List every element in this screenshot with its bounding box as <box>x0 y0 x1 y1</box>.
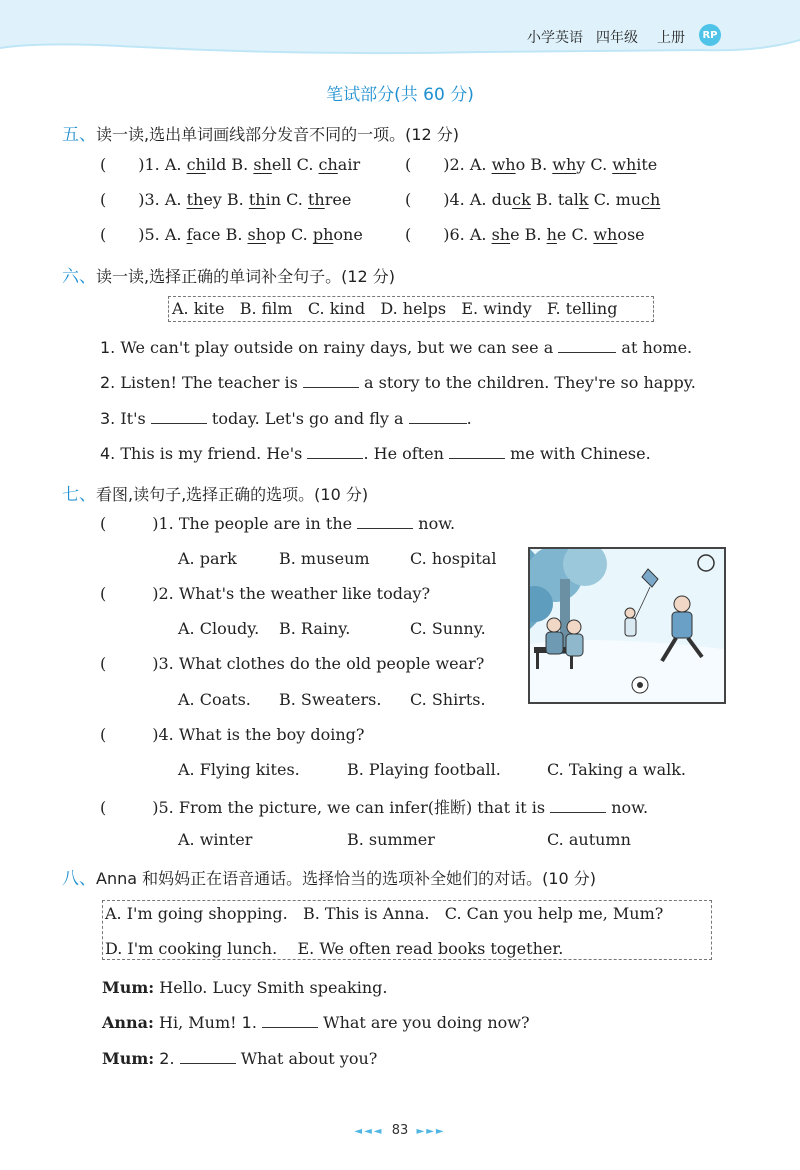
section8-heading-text: Anna 和妈妈正在语音通话。选择恰当的选项补全她们的对话。(10 分) <box>96 869 597 888</box>
q-text: )1. The people are in the <box>152 514 353 533</box>
answer-blank[interactable] <box>558 339 616 353</box>
speaker: Mum: <box>102 1049 155 1068</box>
answer-paren[interactable]: ( <box>100 798 107 817</box>
section5-heading <box>62 120 459 145</box>
park-illustration <box>528 547 726 704</box>
option-b: B. Rainy. <box>279 619 351 638</box>
answer-blank[interactable] <box>307 445 363 459</box>
right-arrows-icon: ►►► <box>416 1126 446 1137</box>
section5-number: 五、 <box>62 125 96 145</box>
answer-paren[interactable]: ( <box>405 190 412 209</box>
section6-number: 六、 <box>62 267 96 287</box>
s6-question-1 <box>100 338 692 357</box>
q-text: . <box>466 409 472 428</box>
option-c: C. phone <box>290 225 363 244</box>
option-c: C. Shirts. <box>410 690 486 709</box>
dialog-options-row-1 <box>105 904 663 923</box>
dialog-text: Hello. Lucy Smith speaking. <box>159 978 388 997</box>
q-text: Listen! The teacher is <box>120 373 298 392</box>
option-c: C. Sunny. <box>410 619 486 638</box>
option-a: she <box>491 225 520 244</box>
answer-blank[interactable] <box>409 410 467 424</box>
blank-number: 1. <box>241 1013 257 1032</box>
option-b: B. shop <box>225 225 286 244</box>
section8-heading <box>62 864 596 889</box>
speaker: Anna: <box>102 1013 154 1032</box>
speaker: Mum: <box>102 978 155 997</box>
s7-question <box>100 584 430 603</box>
q-text: It's <box>120 409 146 428</box>
page-number: 83 <box>391 1123 409 1138</box>
q-text: . He often <box>363 444 444 463</box>
rp-badge: RP <box>699 24 721 46</box>
answer-paren[interactable]: ( <box>100 584 107 603</box>
s7-question <box>100 795 648 818</box>
option-b: B. Sweaters. <box>279 690 382 709</box>
option-c: C. chair <box>296 155 361 174</box>
q-label: )1. A. <box>138 155 182 174</box>
answer-paren[interactable]: ( <box>100 654 107 673</box>
option-c: C. autumn <box>547 830 631 849</box>
answer-blank[interactable] <box>303 374 359 388</box>
option-b: B. thin <box>226 190 282 209</box>
option-b: B. shell <box>231 155 292 174</box>
dialog-option: E. We often read books together. <box>297 939 564 958</box>
option-a: A. Coats. <box>178 690 251 709</box>
option-a: they <box>186 190 222 209</box>
dialog-option: B. This is Anna. <box>302 904 430 923</box>
option-c: C. three <box>286 190 352 209</box>
option-a: A. Flying kites. <box>178 760 300 779</box>
s5-question <box>100 190 351 209</box>
s6-question-3 <box>100 409 472 428</box>
option-a: who <box>491 155 526 174</box>
answer-blank[interactable] <box>180 1050 236 1064</box>
word-option: C. kind <box>307 299 366 318</box>
option-a: face <box>186 225 221 244</box>
page-footer <box>0 1123 800 1138</box>
dialog-text: What about you? <box>240 1049 378 1068</box>
word-option: E. windy <box>461 299 532 318</box>
q-text: )5. From the picture, we can infer(推断) that it is <box>152 798 546 817</box>
option-b: B. he <box>524 225 567 244</box>
answer-paren[interactable]: ( <box>100 725 107 744</box>
word-option: A. kite <box>172 299 225 318</box>
s5-question <box>405 225 645 244</box>
answer-paren[interactable]: ( <box>100 514 107 533</box>
answer-blank[interactable] <box>550 799 606 813</box>
q-number: 3. <box>100 409 116 428</box>
dialog-line-2 <box>102 1013 530 1032</box>
q-label: )3. A. <box>138 190 182 209</box>
q-text: today. Let's go and fly a <box>211 409 404 428</box>
s5-question <box>405 190 660 209</box>
dialog-line-1 <box>102 978 387 997</box>
q-label: )5. A. <box>138 225 182 244</box>
answer-blank[interactable] <box>151 410 207 424</box>
q-text: This is my friend. He's <box>120 444 303 463</box>
dialog-option: A. I'm going shopping. <box>105 904 288 923</box>
option-c: C. white <box>590 155 658 174</box>
answer-paren[interactable]: ( <box>405 155 412 174</box>
answer-paren[interactable]: ( <box>100 155 107 174</box>
q-text: a story to the children. They're so happy. <box>363 373 696 392</box>
option-c: C. much <box>593 190 661 209</box>
option-a: A. winter <box>178 830 253 849</box>
option-b: B. museum <box>279 549 370 568</box>
answer-paren[interactable]: ( <box>405 225 412 244</box>
option-b: B. summer <box>347 830 435 849</box>
q-label: )2. A. <box>443 155 487 174</box>
s6-question-2 <box>100 373 696 392</box>
blank-number: 2. <box>159 1049 175 1068</box>
section7-number: 七、 <box>62 485 96 505</box>
option-b: B. talk <box>535 190 589 209</box>
section6-heading-text: 读一读,选择正确的单词补全句子。(12 分) <box>96 267 396 286</box>
option-c: C. Taking a walk. <box>547 760 687 779</box>
answer-blank[interactable] <box>262 1014 318 1028</box>
dialog-line-3 <box>102 1049 377 1068</box>
dialog-options-row-2 <box>105 939 563 958</box>
header-subject: 小学英语 <box>527 30 583 46</box>
s5-question <box>100 225 363 244</box>
q-text: )3. What clothes do the old people wear? <box>152 654 485 673</box>
dialog-option: C. Can you help me, Mum? <box>444 904 664 923</box>
s6-question-4 <box>100 444 651 463</box>
s7-question <box>100 725 364 744</box>
option-b: B. Playing football. <box>347 760 501 779</box>
dialog-text: What are you doing now? <box>323 1013 530 1032</box>
option-a: A. Cloudy. <box>178 619 260 638</box>
q-label: )4. A. <box>443 190 487 209</box>
q-text: We can't play outside on rainy days, but we can see a <box>120 338 554 357</box>
word-option: F. telling <box>546 299 618 318</box>
answer-paren[interactable]: ( <box>100 190 107 209</box>
left-arrows-icon: ◄◄◄ <box>354 1126 384 1137</box>
q-number: 2. <box>100 373 116 392</box>
q-text: now. <box>418 514 456 533</box>
s7-question <box>100 514 455 533</box>
word-option: D. helps <box>380 299 447 318</box>
word-option: B. film <box>239 299 293 318</box>
q-text: at home. <box>621 338 693 357</box>
dialog-text: Hi, Mum! <box>159 1013 237 1032</box>
header-grade: 四年级 <box>596 30 638 46</box>
q-text: )2. What's the weather like today? <box>152 584 431 603</box>
q-text: )4. What is the boy doing? <box>152 725 365 744</box>
q-text: me with Chinese. <box>510 444 651 463</box>
answer-blank[interactable] <box>357 515 413 529</box>
section6-heading <box>62 262 395 287</box>
q-label: )6. A. <box>443 225 487 244</box>
s5-question <box>100 155 360 174</box>
option-c: C. hospital <box>410 549 497 568</box>
option-b: B. why <box>530 155 586 174</box>
q-text: now. <box>611 798 649 817</box>
page-title: 笔试部分(共 60 分) <box>326 85 474 105</box>
section7-heading <box>62 480 368 505</box>
s5-question <box>405 155 657 174</box>
q-number: 1. <box>100 338 116 357</box>
option-a: A. park <box>178 549 237 568</box>
q-number: 4. <box>100 444 116 463</box>
option-a: child <box>186 155 227 174</box>
answer-blank[interactable] <box>449 445 505 459</box>
option-a: duck <box>491 190 531 209</box>
s7-question <box>100 654 484 673</box>
word-bank <box>172 299 617 318</box>
answer-paren[interactable]: ( <box>100 225 107 244</box>
section7-heading-text: 看图,读句子,选择正确的选项。(10 分) <box>96 485 369 504</box>
header-term: 上册 <box>657 30 685 46</box>
option-c: C. whose <box>571 225 645 244</box>
section8-number: 八、 <box>62 869 96 889</box>
section5-heading-text: 读一读,选出单词画线部分发音不同的一项。(12 分) <box>96 125 460 144</box>
dialog-option: D. I'm cooking lunch. <box>105 939 278 958</box>
